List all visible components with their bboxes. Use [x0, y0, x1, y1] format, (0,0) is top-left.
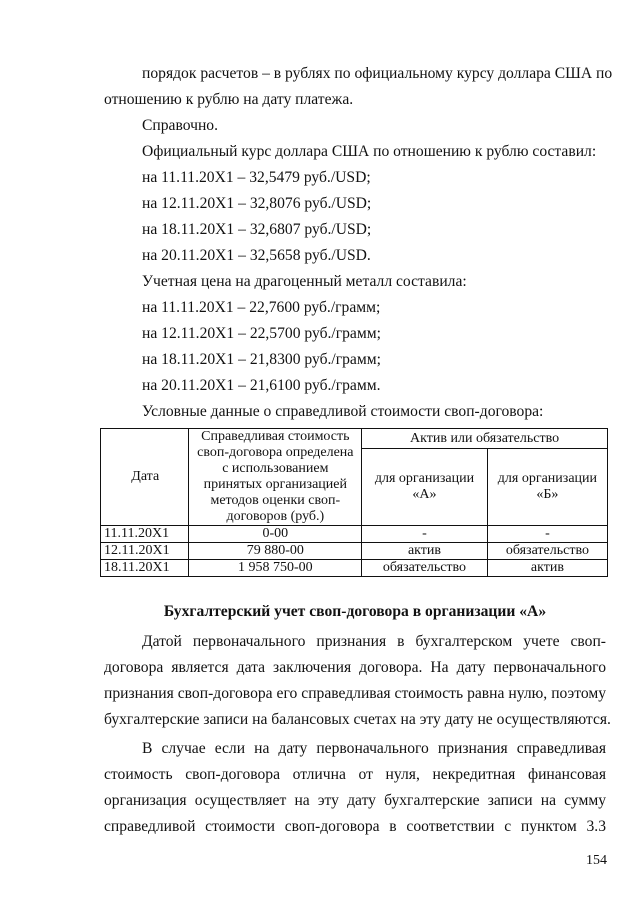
- cell-date: 11.11.20Х1: [101, 526, 189, 543]
- cell-org-b: -: [487, 526, 607, 543]
- cell-org-a: актив: [362, 543, 488, 560]
- cell-org-a: обязательство: [362, 560, 488, 577]
- body-para2-line: справедливой стоимости своп-договора в соответствии с пунктом 3.3: [104, 818, 606, 835]
- table-row: [101, 543, 608, 560]
- intro-line-1: порядок расчетов – в рублях по официальному курсу доллара США по: [142, 65, 613, 82]
- header-fair-value-line: принятых организацией: [203, 477, 347, 492]
- cell-date: 18.11.20Х1: [101, 560, 189, 577]
- header-org-b: [487, 449, 607, 526]
- body-para1-line: Датой первоначального признания в бухгалтерском учете своп-: [142, 633, 606, 650]
- metal-price-item: на 20.11.20Х1 – 21,6100 руб./грамм.: [142, 377, 381, 394]
- body-para2-line: организация осуществляет на эту дату бухгалтерские записи на сумму: [104, 792, 606, 809]
- metal-price-item: на 12.11.20Х1 – 22,5700 руб./грамм;: [142, 325, 381, 342]
- header-date: Дата: [101, 429, 189, 526]
- body-para1-line: признания своп-договора его справедливая стоимость равна нулю, поэтому: [104, 685, 606, 702]
- metal-price-item: на 18.11.20Х1 – 21,8300 руб./грамм;: [142, 351, 381, 368]
- table-caption: Условные данные о справедливой стоимости своп-договора:: [142, 403, 544, 420]
- usd-rate-item: на 11.11.20Х1 – 32,5479 руб./USD;: [142, 169, 371, 186]
- usd-rate-item: на 12.11.20Х1 – 32,8076 руб./USD;: [142, 195, 372, 212]
- cell-org-a: -: [362, 526, 488, 543]
- usd-rate-item: на 18.11.20Х1 – 32,6807 руб./USD;: [142, 221, 372, 238]
- header-fair-value-line: договоров (руб.): [226, 509, 325, 524]
- header-asset-liability: Актив или обязательство: [362, 429, 608, 449]
- header-org-a: [362, 449, 488, 526]
- header-fair-value-line: Справедливая стоимость: [201, 429, 350, 444]
- cell-org-b: обязательство: [487, 543, 607, 560]
- body-para2-line: стоимость своп-договора отлична от нуля, некредитная финансовая: [104, 766, 606, 783]
- cell-fair-value: 0-00: [189, 526, 362, 543]
- body-para1-line: договора является дата заключения договора. На дату первоначального: [104, 659, 606, 676]
- table-row: [101, 560, 608, 577]
- header-org-b-line: «Б»: [536, 487, 559, 503]
- usd-rate-title: Официальный курс доллара США по отношению к рублю составил:: [142, 143, 597, 160]
- body-para1-line: бухгалтерские записи на балансовых счетах на эту дату не осуществляются.: [104, 711, 611, 728]
- usd-rate-item: на 20.11.20Х1 – 32,5658 руб./USD.: [142, 247, 371, 264]
- body-para2-line: В случае если на дату первоначального признания справедливая: [142, 740, 606, 757]
- header-fair-value: [189, 429, 362, 526]
- cell-date: 12.11.20Х1: [101, 543, 189, 560]
- table-header-row: [101, 429, 608, 449]
- intro-line-2: отношению к рублю на дату платежа.: [104, 91, 354, 108]
- swap-fair-value-table: [100, 428, 608, 577]
- header-fair-value-line: методов оценки своп-: [210, 493, 341, 508]
- header-org-a-line: для организации: [374, 471, 475, 487]
- metal-price-item: на 11.11.20Х1 – 22,7600 руб./грамм;: [142, 299, 381, 316]
- header-fair-value-line: своп-договора определена: [197, 445, 354, 460]
- header-org-a-line: «А»: [412, 487, 437, 503]
- table-row: [101, 526, 608, 543]
- cell-fair-value: 79 880-00: [189, 543, 362, 560]
- reference-label: Справочно.: [142, 117, 218, 134]
- cell-fair-value: 1 958 750-00: [189, 560, 362, 577]
- section-heading: Бухгалтерский учет своп-договора в организации «А»: [163, 603, 547, 620]
- page-number: 154: [586, 853, 607, 868]
- header-fair-value-line: с использованием: [222, 461, 329, 476]
- header-org-b-line: для организации: [497, 471, 598, 487]
- metal-price-title: Учетная цена на драгоценный металл составила:: [142, 273, 467, 290]
- cell-org-b: актив: [487, 560, 607, 577]
